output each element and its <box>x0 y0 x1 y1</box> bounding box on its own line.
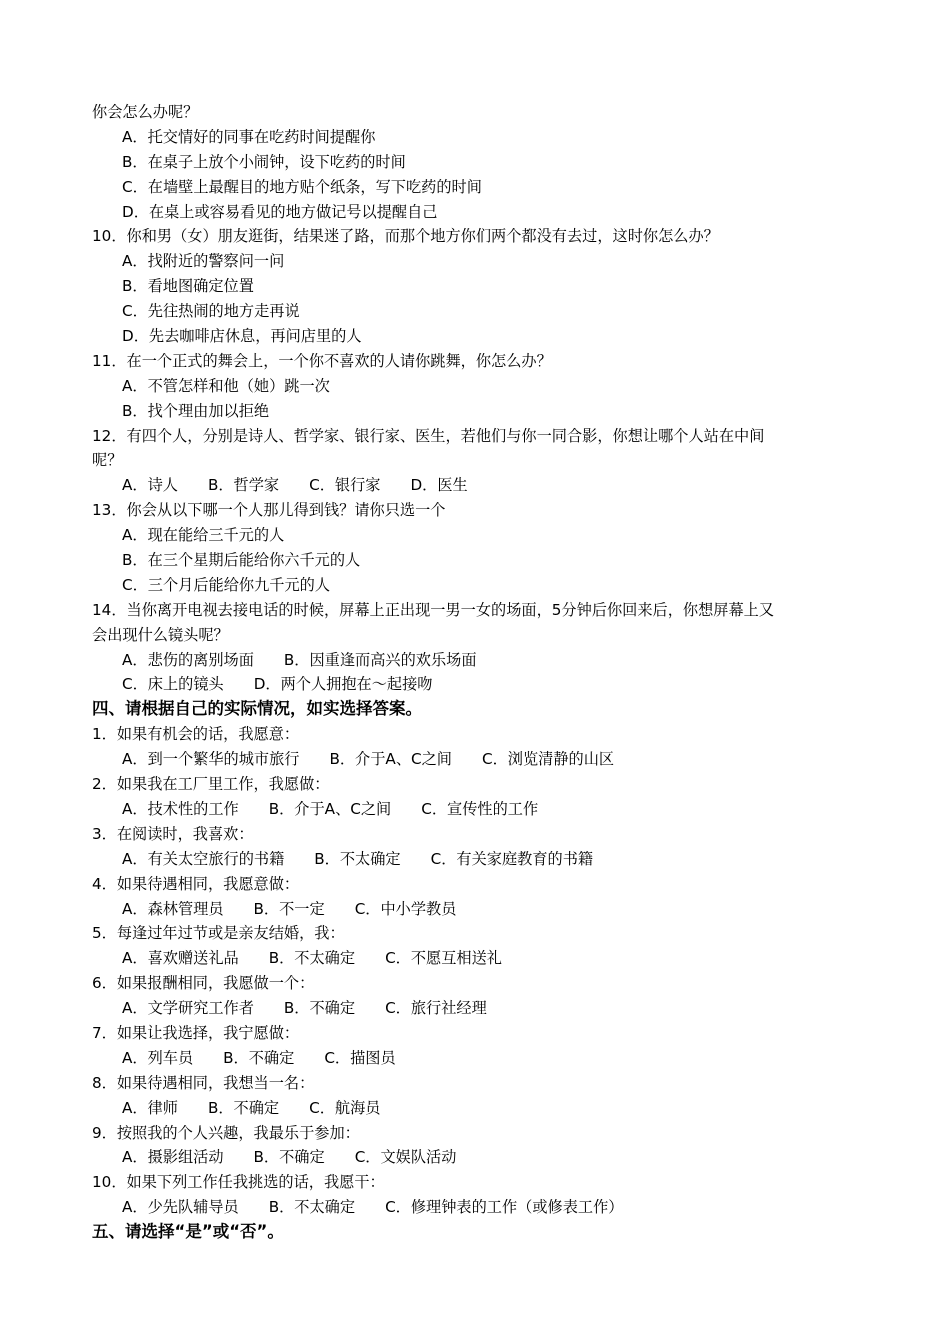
s4-q7-option-a: A．列车员 <box>122 1048 194 1067</box>
s4-q8-options <box>92 1096 858 1121</box>
s4-q9-option-b: B．不确定 <box>253 1148 325 1167</box>
q14-options-row-2 <box>92 672 858 697</box>
section-4-title: 四、请根据自己的实际情况，如实选择答案。 <box>92 699 422 719</box>
s4-question-8: 8．如果待遇相同，我想当一名： <box>92 1073 315 1092</box>
q13-option-c: C．三个月后能给你九千元的人 <box>122 575 331 594</box>
question-11: 11．在一个正式的舞会上，一个你不喜欢的人请你跳舞，你怎么办？ <box>92 351 552 370</box>
s4-q4-options <box>92 897 858 922</box>
s4-question-2: 2．如果我在工厂里工作，我愿做： <box>92 775 330 794</box>
s4-question-3: 3．在阅读时，我喜欢： <box>92 824 254 843</box>
q9-option-c: C．在墙壁上最醒目的地方贴个纸条，写下吃药的时间 <box>122 177 482 196</box>
question-9-tail: 你会怎么办呢？ <box>92 103 199 121</box>
q11-option-b: B．找个理由加以拒绝 <box>122 401 270 420</box>
s4-q9-options <box>92 1145 858 1170</box>
question-12-line-1: 12．有四个人，分别是诗人、哲学家、银行家、医生，若他们与你一同合影，你想让哪个人站在中间 <box>92 426 765 445</box>
q12-option-b: B．哲学家 <box>207 476 280 495</box>
s4-q8-option-b: B．不确定 <box>207 1098 280 1117</box>
q14-options-row-1 <box>92 648 858 673</box>
s4-question-9: 9．按照我的个人兴趣，我最乐于参加： <box>92 1123 360 1142</box>
s4-q6-option-a: A．文学研究工作者 <box>122 999 254 1018</box>
question-10: 10．你和男（女）朋友逛街，结果迷了路，而那个地方你们两个都没有去过，这时你怎么办？ <box>92 227 719 246</box>
s4-q10-option-b: B．不太确定 <box>268 1198 356 1217</box>
s4-q4-option-b: B．不一定 <box>253 899 325 918</box>
s4-q4-option-a: A．森林管理员 <box>122 899 224 918</box>
q11-option-a: A．不管怎样和他（她）跳一次 <box>122 376 330 395</box>
s4-q10-options <box>92 1195 858 1220</box>
q14-option-b: B．因重逢而高兴的欢乐场面 <box>283 650 477 669</box>
s4-q6-options <box>92 996 858 1021</box>
s4-q1-option-c: C．浏览清静的山区 <box>482 750 615 769</box>
s4-q7-option-b: B．不确定 <box>223 1048 295 1067</box>
s4-q2-option-c: C．宣传性的工作 <box>421 799 539 818</box>
q10-option-a: A．找附近的警察问一问 <box>122 252 285 271</box>
s4-q2-option-a: A．技术性的工作 <box>122 799 239 818</box>
s4-q7-options <box>92 1046 858 1071</box>
s4-q9-option-c: C．文娱队活动 <box>354 1148 457 1167</box>
q9-option-b: B．在桌子上放个小闹钟，设下吃药的时间 <box>122 152 406 171</box>
s4-question-7: 7．如果让我选择，我宁愿做： <box>92 1023 300 1042</box>
s4-question-6: 6．如果报酬相同，我愿做一个： <box>92 974 315 993</box>
s4-q5-option-b: B．不太确定 <box>268 949 356 968</box>
q12-option-c: C．银行家 <box>309 476 381 495</box>
question-12-line-2: 呢？ <box>92 451 123 470</box>
s4-q2-option-b: B．介于A、C之间 <box>268 799 392 818</box>
s4-question-10: 10．如果下列工作任我挑选的话，我愿干： <box>92 1173 385 1192</box>
s4-q2-options <box>92 797 858 822</box>
s4-q8-option-c: C．航海员 <box>309 1098 381 1117</box>
s4-q4-option-c: C．中小学教员 <box>354 899 457 918</box>
s4-q6-option-b: B．不确定 <box>283 999 356 1018</box>
s4-q1-options <box>92 747 858 772</box>
q9-option-d: D．在桌上或容易看见的地方做记号以提醒自己 <box>122 202 438 221</box>
s4-question-4: 4．如果待遇相同，我愿意做： <box>92 874 300 893</box>
s4-q3-option-a: A．有关太空旅行的书籍 <box>122 849 285 868</box>
s4-q3-option-b: B．不太确定 <box>314 849 401 868</box>
s4-q5-options <box>92 946 858 971</box>
q12-option-d: D．医生 <box>410 476 468 495</box>
section-5-title: 五、请选择“是”或“否”。 <box>92 1222 284 1242</box>
s4-question-1: 1．如果有机会的话，我愿意： <box>92 725 300 744</box>
q10-option-c: C．先往热闹的地方走再说 <box>122 302 300 321</box>
question-14-line-1: 14．当你离开电视去接电话的时候，屏幕上正出现一男一女的场面，5分钟后你回来后，你想屏幕上又 <box>92 600 775 619</box>
q14-option-a: A．悲伤的离别场面 <box>122 650 254 669</box>
question-13: 13．你会从以下哪一个人那儿得到钱？请你只选一个 <box>92 501 446 520</box>
s4-q6-option-c: C．旅行社经理 <box>385 999 487 1018</box>
s4-q5-option-c: C．不愿互相送礼 <box>385 949 502 968</box>
s4-q9-option-a: A．摄影组活动 <box>122 1148 224 1167</box>
q13-option-b: B．在三个星期后能给你六千元的人 <box>122 551 361 570</box>
q14-option-d: D．两个人拥抱在～起接吻 <box>253 675 433 694</box>
q13-option-a: A．现在能给三千元的人 <box>122 526 285 545</box>
q10-option-d: D．先去咖啡店休息，再问店里的人 <box>122 327 362 346</box>
s4-q10-option-a: A．少先队辅导员 <box>122 1198 239 1217</box>
s4-q3-options <box>92 847 858 872</box>
q12-options <box>92 473 858 498</box>
s4-q8-option-a: A．律师 <box>122 1098 178 1117</box>
s4-q3-option-c: C．有关家庭教育的书籍 <box>430 849 594 868</box>
q14-option-c: C．床上的镜头 <box>122 675 224 694</box>
s4-q1-option-a: A．到一个繁华的城市旅行 <box>122 750 300 769</box>
q12-option-a: A．诗人 <box>122 476 178 495</box>
s4-q10-option-c: C．修理钟表的工作（或修表工作） <box>385 1198 624 1217</box>
s4-question-5: 5．每逢过年过节或是亲友结婚，我： <box>92 924 345 943</box>
s4-q5-option-a: A．喜欢赠送礼品 <box>122 949 239 968</box>
s4-q1-option-b: B．介于A、C之间 <box>329 750 452 769</box>
question-14-line-2: 会出现什么镜头呢？ <box>92 625 229 644</box>
q9-option-a: A．托交情好的同事在吃药时间提醒你 <box>122 127 376 146</box>
s4-q7-option-c: C．描图员 <box>324 1048 396 1067</box>
q10-option-b: B．看地图确定位置 <box>122 277 254 296</box>
